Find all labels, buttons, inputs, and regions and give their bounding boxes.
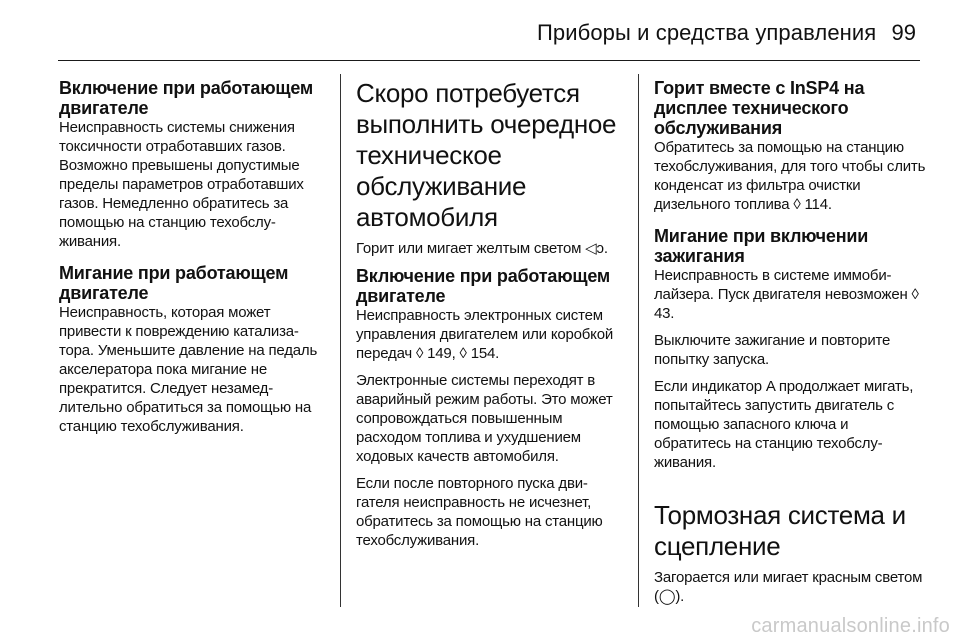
watermark: carmanualsonline.info [751,615,950,637]
intro-paragraph: Загорается или мигает красным светом (◯). [654,569,923,605]
column-2 [356,78,626,562]
section-heading: Горит вместе с InSP4 на дисплее технического обслуживания [654,78,865,138]
paragraph: Если после повторного пуска двигателя неисправность не исчезнет, обратитесь за помощью на станцию техобслуживания. [356,475,603,549]
column-3 [654,78,926,614]
section-flashing-ignition-on [654,226,926,472]
paragraph: Неисправность системы снижения токсичности отработавших газов. Возможно превышены допустимые пределы параметров отработавших газов. Немедленно обратитесь за помощью на станцию техобслуживания. [59,119,304,250]
column-divider-2 [638,74,639,607]
intro-paragraph: Горит или мигает желтым светом ◁ↄ. [356,240,608,257]
column-1 [59,78,327,448]
section-on-while-running [59,78,327,251]
paragraph: Неисправность, которая может привести к повреждению катализатора. Уменьшите давление на педаль акселератора пока мигание не прекратится. Следует незамедлительно обратиться за помощью на станцию техобслуживания. [59,304,318,435]
page-header-title: Приборы и средства управления [537,20,877,45]
paragraph: Обратитесь за помощью на станцию техобслуживания, для того чтобы слить конденсат из фильтра очистки дизельного топлива ◊ 114. [654,139,926,213]
service-soon-heading: Скоро потребуется выполнить очередное техническое обслуживание автомобиля [356,78,617,232]
section-flashing-while-running [59,263,327,436]
section-heading: Мигание при работающем двигателе [59,263,289,303]
brake-system-heading: Тормозная система и сцепление [654,500,906,561]
paragraph: Неисправность электронных систем управления двигателем или коробкой передач ◊ 149, ◊ 154. [356,307,614,362]
section-heading: Включение при работающем двигателе [59,78,314,118]
paragraph: Если индикатор A продолжает мигать, попытайтесь запустить двигатель с помощью запасного ключа и обратитесь на станцию техобслуживания. [654,378,914,471]
paragraph: Неисправность в системе иммобилайзера. Пуск двигателя невозможен ◊ 43. [654,267,919,322]
page-number: 99 [891,20,916,45]
column-divider-1 [340,74,341,607]
section-heading: Включение при работающем двигателе [356,266,611,306]
header-rule [58,60,920,61]
paragraph: Выключите зажигание и повторите попытку запуска. [654,332,891,368]
section-heading: Мигание при включении зажигания [654,226,869,266]
section-on-while-running [356,266,626,550]
section-insp4-display [654,78,926,214]
paragraph: Электронные системы переходят в аварийный режим работы. Это может сопровождаться повышенным расходом топлива и ухудшением ходовых качеств автомобиля. [356,372,613,465]
